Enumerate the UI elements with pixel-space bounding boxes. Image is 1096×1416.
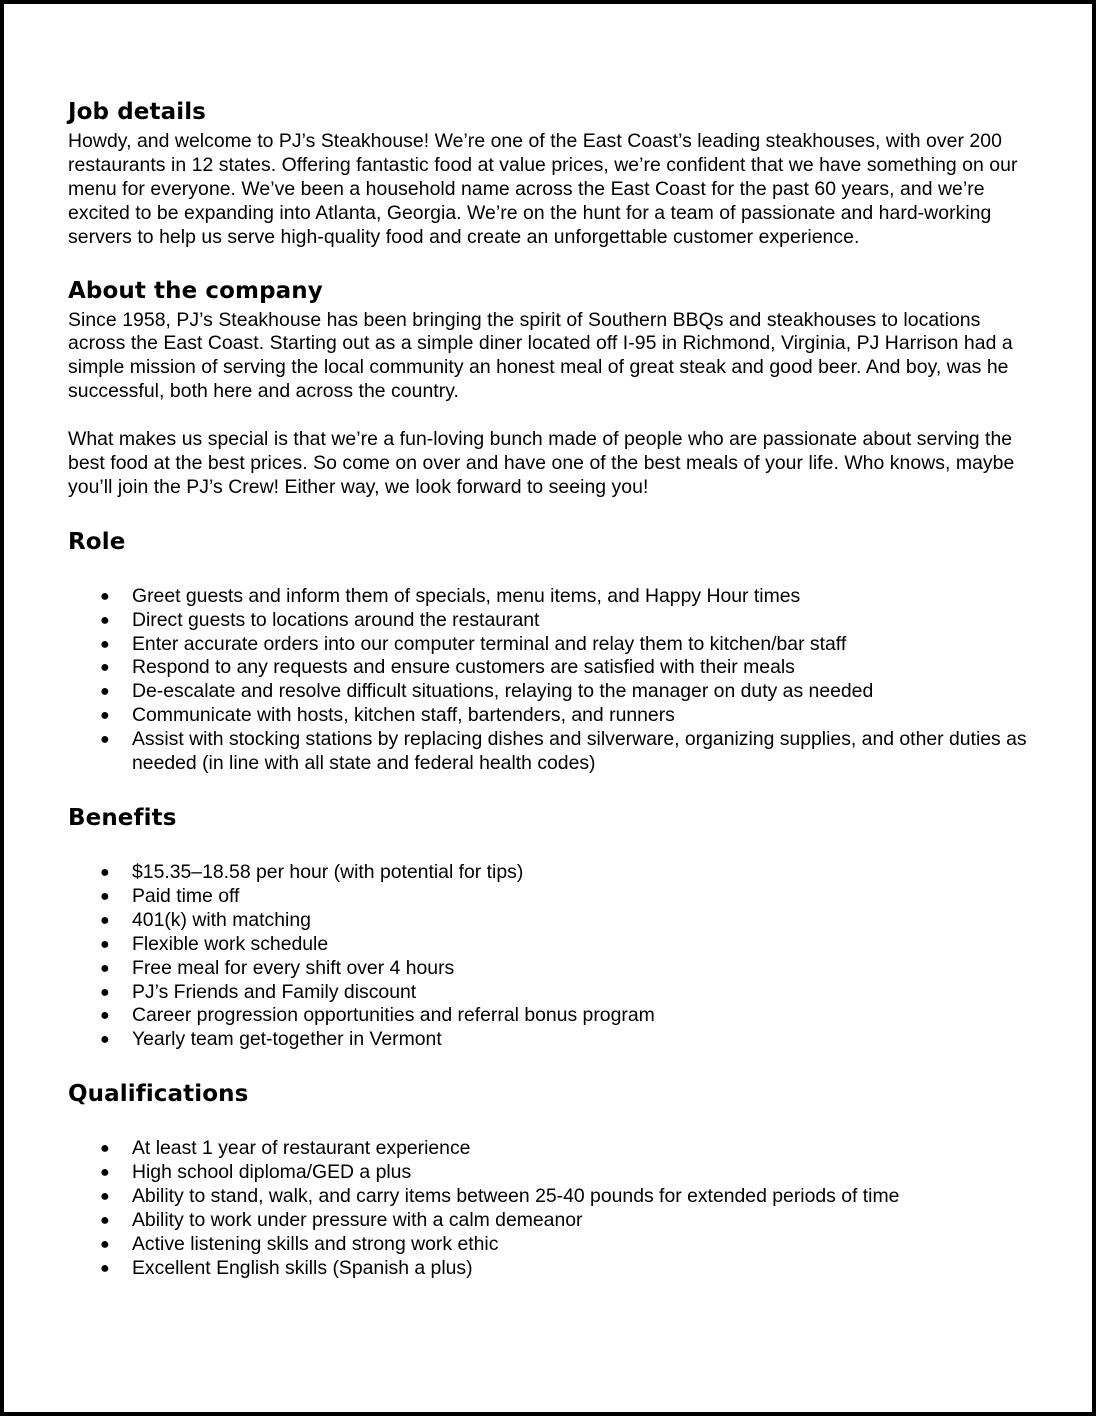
list-item	[68, 680, 1032, 704]
list-item	[68, 1185, 1032, 1209]
benefit-item-text: 401(k) with matching	[132, 908, 311, 931]
bullet-icon: ●	[100, 935, 110, 953]
bullet-icon: ●	[100, 731, 110, 749]
bullet-icon: ●	[100, 1031, 110, 1049]
section-benefits	[68, 802, 1032, 1052]
benefit-item-text: Flexible work schedule	[132, 932, 329, 955]
list-item	[68, 1028, 1032, 1052]
role-list	[68, 585, 1032, 776]
bullet-icon: ●	[100, 887, 110, 905]
bullet-icon: ●	[100, 587, 110, 605]
role-item-text: Direct guests to locations around the restaurant	[132, 608, 540, 631]
list-item	[68, 885, 1032, 909]
role-item-text: Assist with stocking stations by replacing dishes and silverware, organizing supplies, and other duties as needed (in line with all state and federal health codes)	[132, 728, 1027, 775]
list-item	[68, 1161, 1032, 1185]
list-item	[68, 1257, 1032, 1281]
list-item	[68, 1209, 1032, 1233]
qualification-item-text: Excellent English skills (Spanish a plus)	[132, 1256, 473, 1279]
section-title-role: Role	[68, 528, 126, 555]
qualification-item-text: Ability to work under pressure with a calm demeanor	[132, 1208, 583, 1231]
bullet-icon: ●	[100, 1140, 110, 1158]
bullet-icon: ●	[100, 1188, 110, 1206]
qualifications-list	[68, 1137, 1032, 1280]
bullet-icon: ●	[100, 635, 110, 653]
bullet-icon: ●	[100, 864, 110, 882]
bullet-icon: ●	[100, 683, 110, 701]
section-title-qualifications: Qualifications	[68, 1081, 249, 1108]
role-item-text: Enter accurate orders into our computer terminal and relay them to kitchen/bar staff	[132, 632, 847, 655]
list-item	[68, 656, 1032, 680]
bullet-icon: ●	[100, 611, 110, 629]
list-item	[68, 704, 1032, 728]
benefit-item-text: PJ’s Friends and Family discount	[132, 980, 417, 1003]
section-about-company	[68, 275, 1032, 500]
role-item-text: De-escalate and resolve difficult situations, relaying to the manager on duty as needed	[132, 680, 874, 703]
section-role	[68, 526, 1032, 776]
bullet-icon: ●	[100, 1235, 110, 1253]
list-item	[68, 585, 1032, 609]
list-item	[68, 981, 1032, 1005]
role-item-text: Respond to any requests and ensure customers are satisfied with their meals	[132, 656, 795, 679]
list-item	[68, 933, 1032, 957]
list-item	[68, 728, 1032, 776]
benefit-item-text: Free meal for every shift over 4 hours	[132, 956, 455, 979]
about-paragraph: Since 1958, PJ’s Steakhouse has been bringing the spirit of Southern BBQs and steakhouses to locations across the East Coast. Starting out as a simple diner located off I-95 in Richmond, Virginia, PJ Harrison had a simple mission of serving the local community an honest meal of great steak and good beer. And boy, was he successful, both here and across the country.	[68, 308, 1013, 403]
list-item	[68, 861, 1032, 885]
section-job-details	[68, 96, 1032, 250]
list-item	[68, 1137, 1032, 1161]
list-item	[68, 957, 1032, 981]
list-item	[68, 1233, 1032, 1257]
role-item-text: Greet guests and inform them of specials, menu items, and Happy Hour times	[132, 584, 801, 607]
section-title-job-details: Job details	[68, 99, 206, 125]
bullet-icon: ●	[100, 1007, 110, 1025]
bullet-icon: ●	[100, 911, 110, 929]
section-title-about-company: About the company	[68, 277, 323, 304]
qualification-item-text: Active listening skills and strong work ethic	[132, 1232, 499, 1255]
benefit-item-text: Career progression opportunities and referral bonus program	[132, 1004, 655, 1027]
bullet-icon: ●	[100, 1211, 110, 1229]
bullet-icon: ●	[100, 659, 110, 677]
bullet-icon: ●	[100, 707, 110, 725]
about-paragraph: What makes us special is that we’re a fun-loving bunch made of people who are passionate about serving the best food at the best prices. So come on over and have one of the best meals of your life. Who knows, maybe you’ll join the PJ’s Crew! Either way, we look forward to seeing you!	[68, 428, 1015, 498]
job-details-paragraph: Howdy, and welcome to PJ’s Steakhouse! We’re one of the East Coast’s leading steakhouses, with over 200 restaurants in 12 states. Offering fantastic food at value prices, we’re confident that we have something on our menu for everyone. We’ve been a household name across the East Coast for the past 60 years, and we’re excited to be expanding into Atlanta, Georgia. We’re on the hunt for a team of passionate and hard-working servers to help us serve high-quality food and create an unforgettable customer experience.	[68, 130, 1018, 248]
benefit-item-text: Paid time off	[132, 884, 240, 907]
bullet-icon: ●	[100, 959, 110, 977]
section-title-benefits: Benefits	[68, 805, 177, 832]
bullet-icon: ●	[100, 983, 110, 1001]
bullet-icon: ●	[100, 1164, 110, 1182]
qualification-item-text: At least 1 year of restaurant experience	[132, 1137, 471, 1160]
bullet-icon: ●	[100, 1259, 110, 1277]
list-item	[68, 609, 1032, 633]
section-qualifications	[68, 1078, 1032, 1280]
qualification-item-text: Ability to stand, walk, and carry items between 25-40 pounds for extended periods of time	[132, 1185, 900, 1208]
role-item-text: Communicate with hosts, kitchen staff, bartenders, and runners	[132, 704, 675, 727]
qualification-item-text: High school diploma/GED a plus	[132, 1161, 412, 1184]
list-item	[68, 1004, 1032, 1028]
benefit-item-text: $15.35–18.58 per hour (with potential for tips)	[132, 861, 524, 884]
benefit-item-text: Yearly team get-together in Vermont	[132, 1028, 442, 1051]
benefits-list	[68, 861, 1032, 1052]
list-item	[68, 633, 1032, 657]
list-item	[68, 909, 1032, 933]
